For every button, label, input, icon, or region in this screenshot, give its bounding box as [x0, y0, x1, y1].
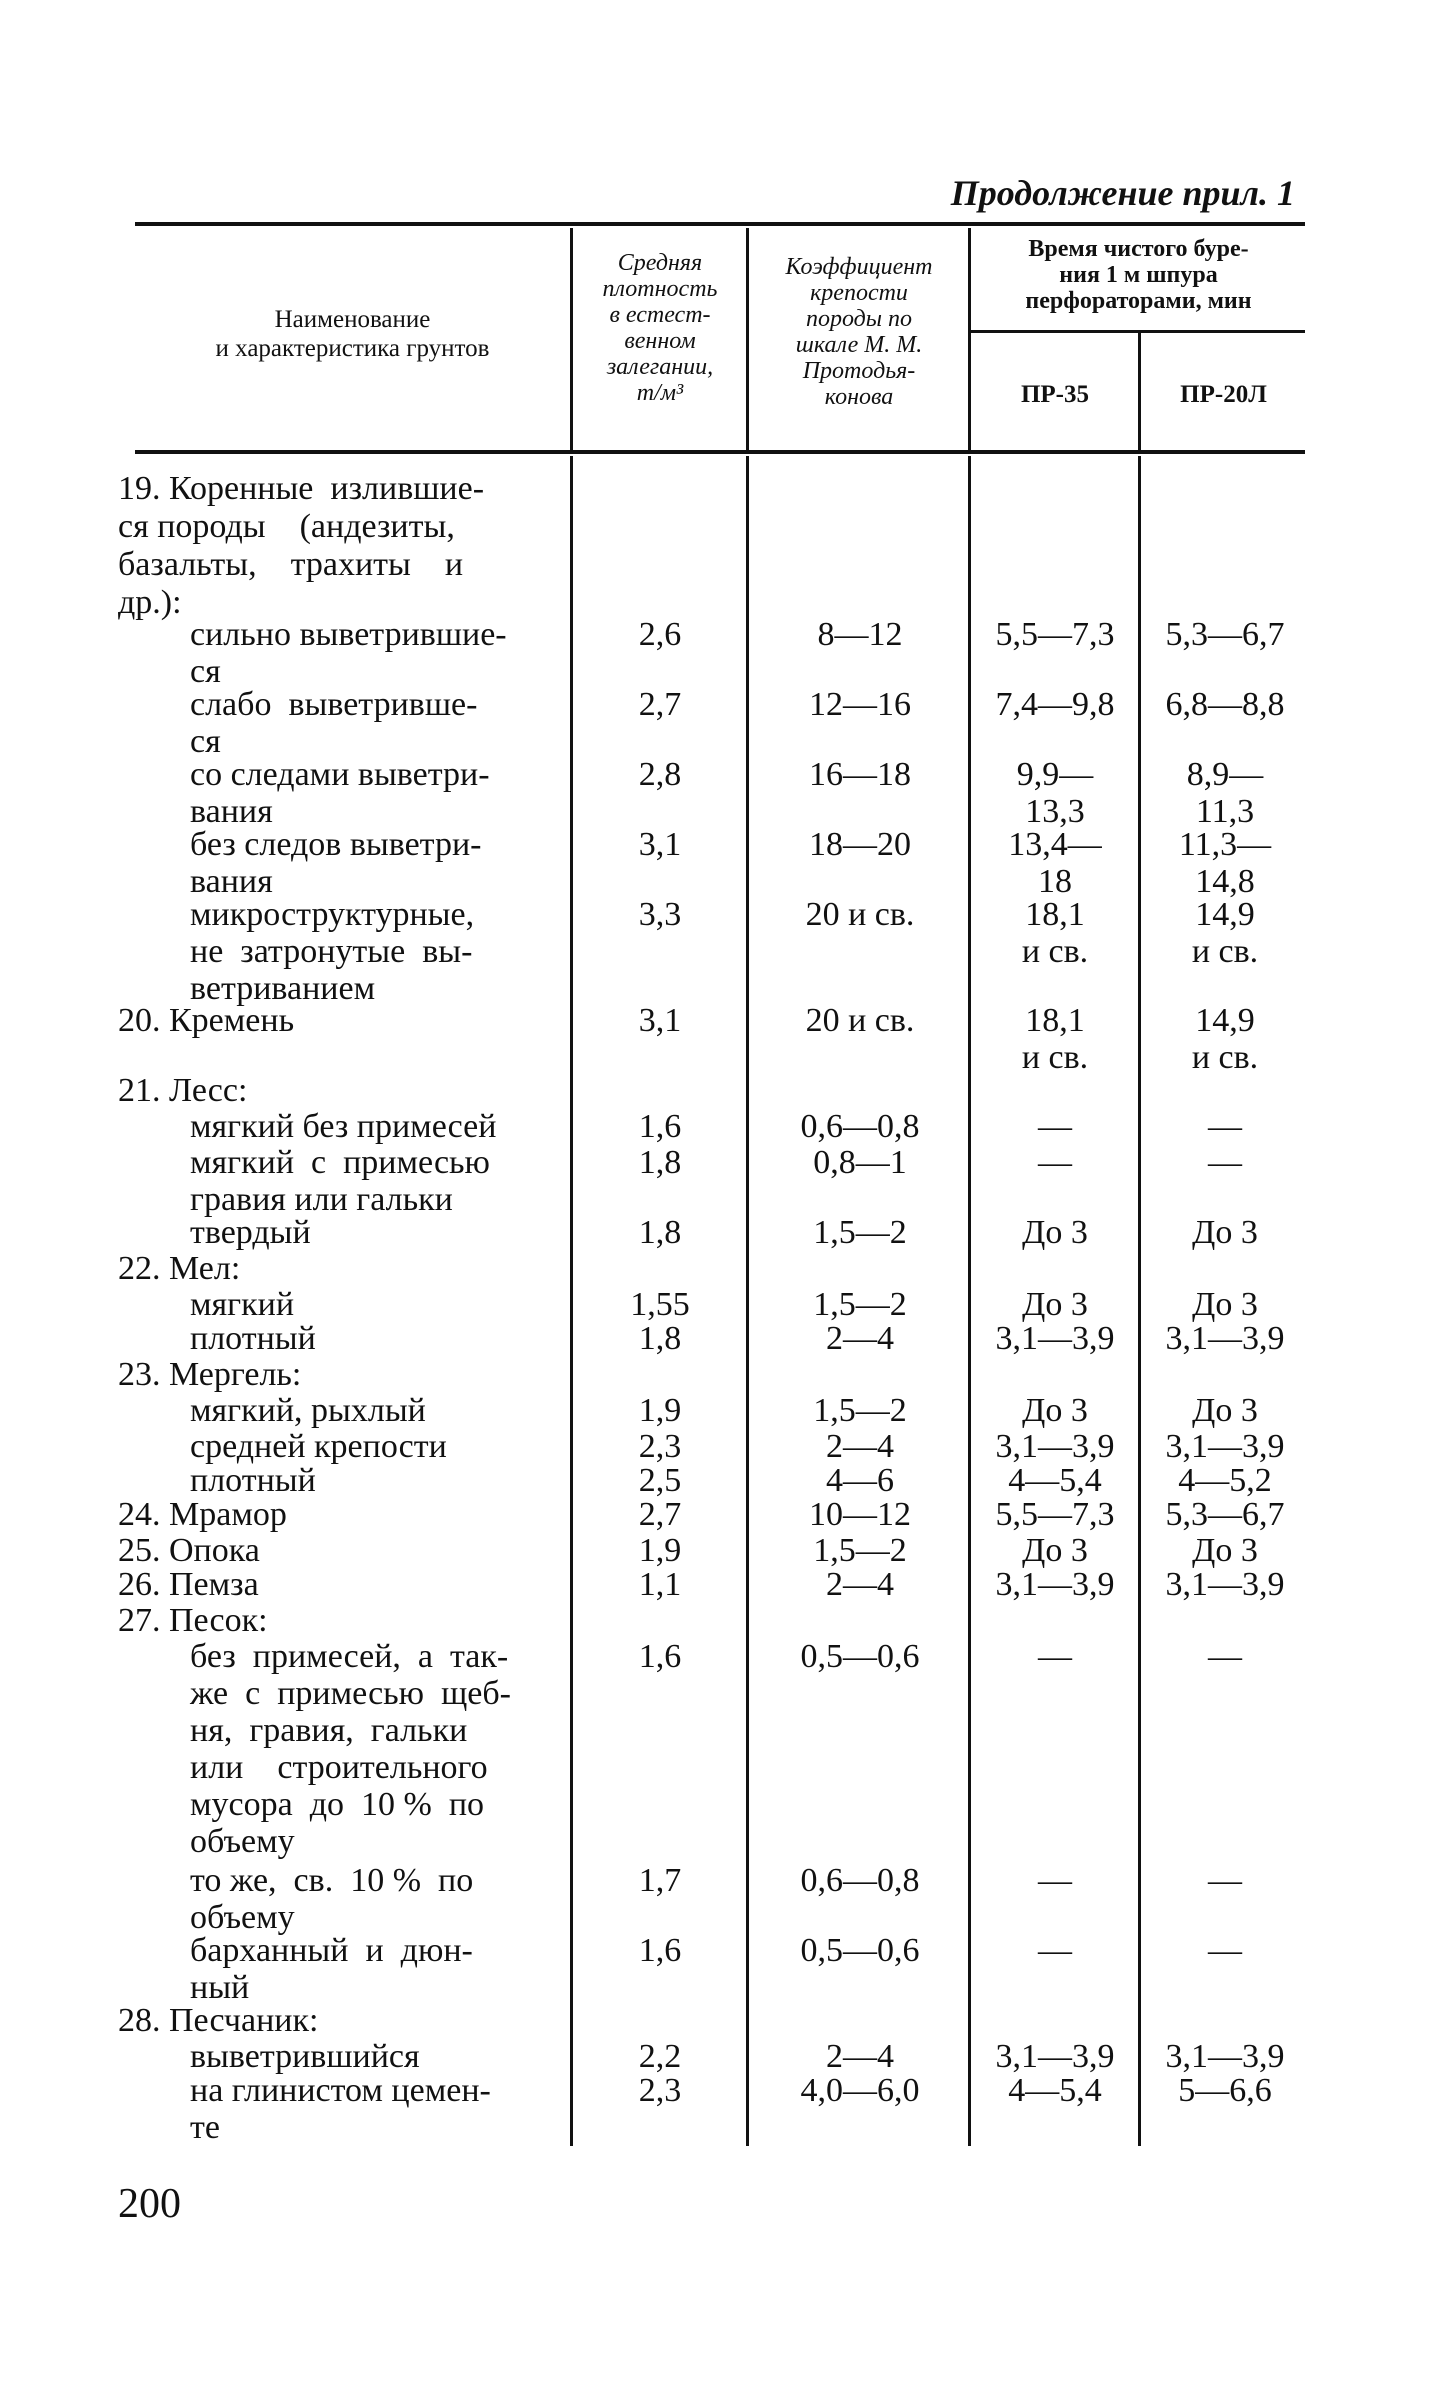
- soil-name: твердый: [190, 1214, 311, 1251]
- soil-name: мягкий: [190, 1286, 295, 1323]
- cell-strength: 0,6—0,8: [800, 1862, 920, 1899]
- cell-pr20l: 3,1—3,9: [1165, 1320, 1285, 1357]
- cell-pr35: 9,9— 13,3: [1016, 756, 1094, 830]
- cell-pr35: До 3: [1022, 1214, 1088, 1251]
- cell-pr20l: 3,1—3,9: [1165, 1428, 1285, 1465]
- cell-density: 2,5: [638, 1462, 682, 1499]
- header-divider-1: [570, 228, 573, 450]
- header-divider-4: [1138, 333, 1141, 450]
- cell-density: 1,1: [638, 1566, 682, 1603]
- cell-strength: 8—12: [817, 616, 903, 653]
- cell-density: 2,7: [638, 686, 682, 723]
- cell-pr35: —: [1038, 1638, 1072, 1675]
- soil-name: 27. Песок:: [118, 1602, 268, 1639]
- cell-pr20l: 5—6,6: [1178, 2072, 1272, 2109]
- header-divider-3: [968, 228, 971, 450]
- soil-name: мягкий без примесей: [190, 1108, 497, 1145]
- cell-strength: 12—16: [809, 686, 911, 723]
- cell-pr20l: До 3: [1192, 1214, 1258, 1251]
- soil-name: мягкий, рыхлый: [190, 1392, 426, 1429]
- cell-pr20l: 4—5,2: [1178, 1462, 1272, 1499]
- cell-pr20l: —: [1208, 1862, 1242, 1899]
- cell-pr20l: —: [1208, 1108, 1242, 1145]
- cell-pr20l: 8,9— 11,3: [1186, 756, 1264, 830]
- cell-pr20l: 6,8—8,8: [1165, 686, 1285, 723]
- col-header-drill-time: Время чистого буре- ния 1 м шпура перфораторами, мин: [1025, 236, 1252, 314]
- soil-name: 25. Опока: [118, 1532, 260, 1569]
- table-top-rule: [135, 222, 1305, 226]
- cell-density: 1,9: [638, 1392, 682, 1429]
- soil-name: ся породы (андезиты,: [118, 508, 455, 545]
- cell-pr35: 5,5—7,3: [995, 616, 1115, 653]
- cell-density: 3,1: [638, 826, 682, 863]
- cell-pr20l: —: [1208, 1144, 1242, 1181]
- cell-pr35: —: [1038, 1862, 1072, 1899]
- body-divider-2: [746, 456, 749, 2146]
- cell-density: 2,6: [638, 616, 682, 653]
- soil-name: 23. Мергель:: [118, 1356, 302, 1393]
- soil-name: 21. Лесс:: [118, 1072, 248, 1109]
- header-divider-2: [746, 228, 749, 450]
- soil-name: микроструктурные, не затронутые вы- ветриванием: [190, 896, 475, 1007]
- cell-pr35: 5,5—7,3: [995, 1496, 1115, 1533]
- soil-name: на глинистом цемен- те: [190, 2072, 491, 2146]
- cell-pr35: 3,1—3,9: [995, 1428, 1115, 1465]
- soil-name: средней крепости: [190, 1428, 447, 1465]
- cell-density: 1,6: [638, 1932, 682, 1969]
- soil-name: то же, св. 10 % по объему: [190, 1862, 474, 1936]
- cell-strength: 0,6—0,8: [800, 1108, 920, 1145]
- cell-density: 1,7: [638, 1862, 682, 1899]
- cell-strength: 18—20: [809, 826, 911, 863]
- cell-density: 1,55: [630, 1286, 690, 1323]
- cell-strength: 4—6: [826, 1462, 894, 1499]
- soil-name: 24. Мрамор: [118, 1496, 287, 1533]
- soil-name: выветрившийся: [190, 2038, 420, 2075]
- cell-strength: 20 и св.: [805, 1002, 915, 1039]
- cell-pr20l: 11,3— 14,8: [1178, 826, 1272, 900]
- col-header-strength: Коэффициент крепости породы по шкале М. М. Протодья- конова: [785, 254, 933, 410]
- cell-density: 1,8: [638, 1144, 682, 1181]
- cell-pr35: 13,4— 18: [1008, 826, 1102, 900]
- cell-pr20l: 14,9 и св.: [1191, 896, 1259, 970]
- cell-density: 1,6: [638, 1638, 682, 1675]
- cell-strength: 0,5—0,6: [800, 1932, 920, 1969]
- soil-name: барханный и дюн- ный: [190, 1932, 473, 2006]
- cell-strength: 0,8—1: [813, 1144, 907, 1181]
- cell-pr35: —: [1038, 1144, 1072, 1181]
- soil-name: без примесей, а так- же с примесью щеб- ня, гравия, гальки или строительного мусора до 10 % по объему: [190, 1638, 511, 1860]
- cell-density: 3,1: [638, 1002, 682, 1039]
- soil-name: плотный: [190, 1320, 316, 1357]
- cell-density: 2,3: [638, 2072, 682, 2109]
- cell-pr20l: 14,9 и св.: [1191, 1002, 1259, 1076]
- cell-pr20l: —: [1208, 1638, 1242, 1675]
- col-header-pr35: ПР-35: [1020, 381, 1090, 408]
- col-header-pr20l: ПР-20Л: [1180, 381, 1267, 408]
- cell-pr35: —: [1038, 1108, 1072, 1145]
- cell-pr35: 3,1—3,9: [995, 1320, 1115, 1357]
- header-bottom-rule: [135, 450, 1305, 454]
- soil-name: слабо выветривше- ся: [190, 686, 478, 760]
- cell-strength: 4,0—6,0: [800, 2072, 920, 2109]
- cell-pr35: 18,1 и св.: [1021, 896, 1089, 970]
- cell-strength: 2—4: [826, 1566, 894, 1603]
- soil-name: со следами выветри- вания: [190, 756, 490, 830]
- cell-pr20l: 3,1—3,9: [1165, 2038, 1285, 2075]
- cell-pr35: До 3: [1022, 1532, 1088, 1569]
- cell-pr20l: До 3: [1192, 1392, 1258, 1429]
- cell-density: 2,7: [638, 1496, 682, 1533]
- cell-pr35: 4—5,4: [1008, 2072, 1102, 2109]
- cell-pr35: —: [1038, 1932, 1072, 1969]
- cell-pr35: 18,1 и св.: [1021, 1002, 1089, 1076]
- cell-pr35: 7,4—9,8: [995, 686, 1115, 723]
- cell-pr35: До 3: [1022, 1392, 1088, 1429]
- cell-strength: 20 и св.: [805, 896, 915, 933]
- col-header-density: Средняя плотность в естест- венном залегании, т/м³: [602, 250, 718, 406]
- soil-name: без следов выветри- вания: [190, 826, 482, 900]
- cell-strength: 2—4: [826, 1428, 894, 1465]
- soil-name: 28. Песчаник:: [118, 2002, 319, 2039]
- continuation-caption: Продолжение прил. 1: [950, 173, 1295, 213]
- page-number: 200: [118, 2181, 181, 2227]
- cell-pr20l: 5,3—6,7: [1165, 1496, 1285, 1533]
- cell-density: 2,8: [638, 756, 682, 793]
- soil-name: сильно выветрившие- ся: [190, 616, 507, 690]
- cell-strength: 1,5—2: [813, 1532, 907, 1569]
- soil-name: 19. Коренные излившие-: [118, 470, 485, 507]
- cell-density: 3,3: [638, 896, 682, 933]
- cell-pr20l: 5,3—6,7: [1165, 616, 1285, 653]
- soil-name: базальты, трахиты и: [118, 546, 464, 583]
- soil-name: мягкий с примесью гравия или гальки: [190, 1144, 490, 1218]
- cell-pr20l: До 3: [1192, 1286, 1258, 1323]
- cell-pr20l: До 3: [1192, 1532, 1258, 1569]
- soil-name: плотный: [190, 1462, 316, 1499]
- col-header-name: Наименование и характеристика грунтов: [215, 306, 490, 362]
- cell-density: 1,6: [638, 1108, 682, 1145]
- soil-name: 20. Кремень: [118, 1002, 295, 1039]
- cell-pr20l: —: [1208, 1932, 1242, 1969]
- cell-density: 1,9: [638, 1532, 682, 1569]
- cell-strength: 0,5—0,6: [800, 1638, 920, 1675]
- cell-density: 1,8: [638, 1214, 682, 1251]
- cell-pr35: 3,1—3,9: [995, 2038, 1115, 2075]
- cell-strength: 1,5—2: [813, 1286, 907, 1323]
- cell-density: 1,8: [638, 1320, 682, 1357]
- cell-strength: 2—4: [826, 2038, 894, 2075]
- cell-pr20l: 3,1—3,9: [1165, 1566, 1285, 1603]
- cell-pr35: До 3: [1022, 1286, 1088, 1323]
- cell-strength: 1,5—2: [813, 1214, 907, 1251]
- cell-strength: 1,5—2: [813, 1392, 907, 1429]
- cell-pr35: 4—5,4: [1008, 1462, 1102, 1499]
- soil-name: 22. Мел:: [118, 1250, 241, 1287]
- cell-pr35: 3,1—3,9: [995, 1566, 1115, 1603]
- soil-name: др.):: [118, 584, 182, 621]
- cell-strength: 10—12: [809, 1496, 911, 1533]
- cell-strength: 16—18: [809, 756, 911, 793]
- body-divider-1: [570, 456, 573, 2146]
- cell-density: 2,2: [638, 2038, 682, 2075]
- soil-name: 26. Пемза: [118, 1566, 259, 1603]
- cell-strength: 2—4: [826, 1320, 894, 1357]
- cell-density: 2,3: [638, 1428, 682, 1465]
